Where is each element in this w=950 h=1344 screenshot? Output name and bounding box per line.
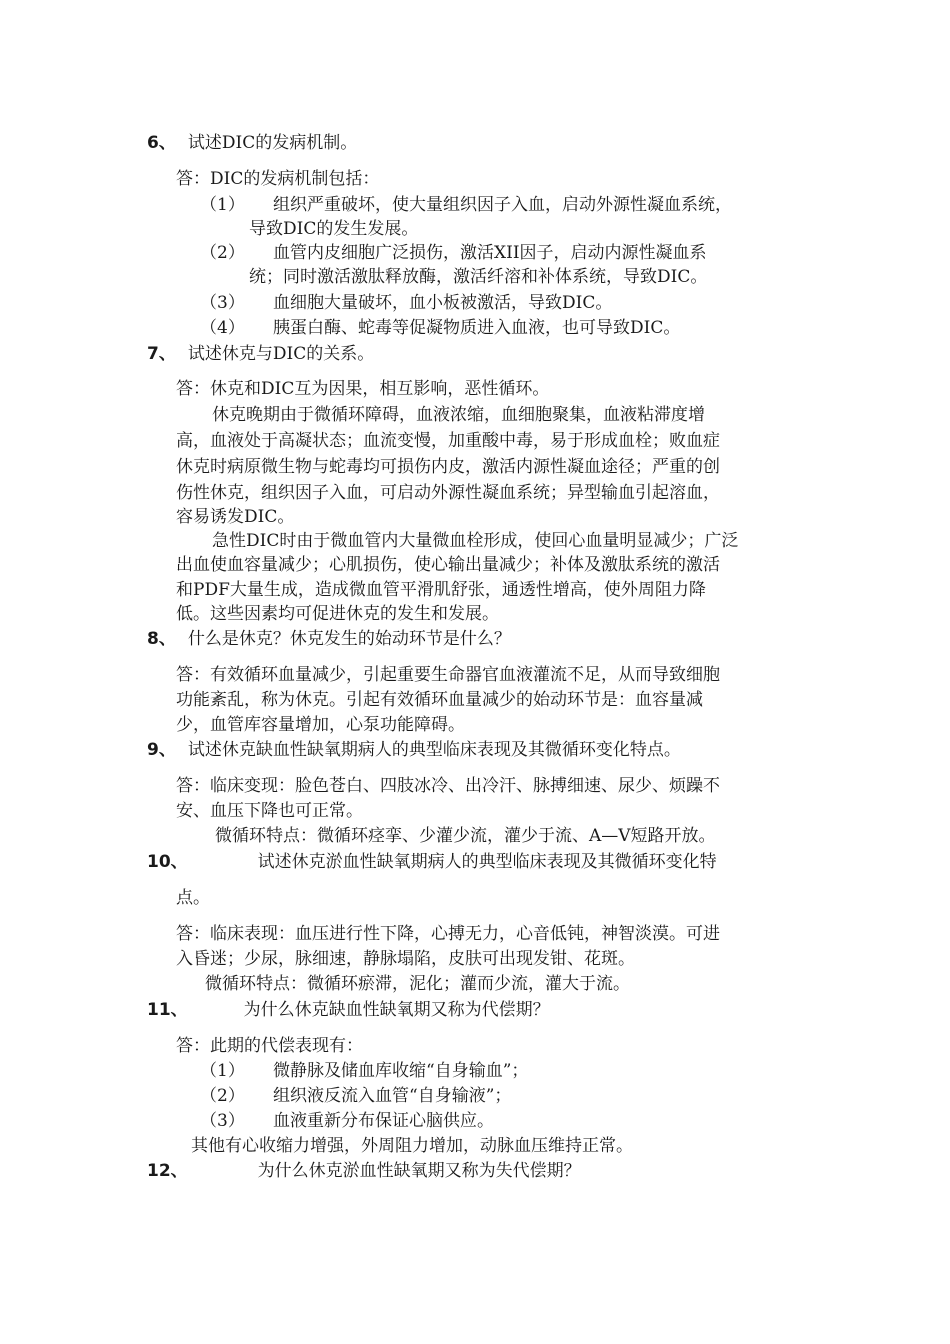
list-item-number: （3） xyxy=(200,1111,245,1131)
question-number: 8、 xyxy=(147,629,176,649)
question-number: 9、 xyxy=(147,740,176,760)
answer-line: 少，血管库容量增加，心泵功能障碍。 xyxy=(176,715,465,735)
answer-line: 微循环特点：微循环瘀滞，泥化；灌而少流，灌大于流。 xyxy=(205,974,630,994)
answer-intro: 答：此期的代偿表现有： xyxy=(176,1036,363,1056)
question-number: 10、 xyxy=(147,852,188,872)
question-10 xyxy=(147,847,717,872)
question-7 xyxy=(147,339,374,364)
answer-line: 其他有心收缩力增强，外周阻力增加，动脉血压维持正常。 xyxy=(191,1136,633,1156)
list-item-number: （4） xyxy=(200,318,245,338)
list-item-text-cont: 导致DIC的发生发展。 xyxy=(249,219,419,239)
question-text: 试述休克缺血性缺氧期病人的典型临床表现及其微循环变化特点。 xyxy=(187,740,681,760)
question-number: 6、 xyxy=(147,133,176,153)
question-12 xyxy=(147,1156,581,1181)
answer-line: 答：有效循环血量减少，引起重要生命器官血液灌流不足，从而导致细胞 xyxy=(176,665,720,685)
question-number: 7、 xyxy=(147,344,176,364)
list-item-number: （1） xyxy=(200,195,245,215)
list-item-text: 微静脉及储血库收缩“自身输血”； xyxy=(273,1061,529,1081)
list-item-text: 胰蛋白酶、蛇毒等促凝物质进入血液，也可导致DIC。 xyxy=(273,318,681,338)
list-item-text: 血细胞大量破坏，血小板被激活，导致DIC。 xyxy=(273,293,613,313)
question-text: 为什么休克淤血性缺氧期又称为失代偿期？ xyxy=(257,1161,581,1181)
answer-line: 容易诱发DIC。 xyxy=(176,507,295,527)
question-text: 试述休克与DIC的关系。 xyxy=(187,344,375,364)
question-number: 12、 xyxy=(147,1161,188,1181)
list-item-text: 组织严重破坏，使大量组织因子入血，启动外源性凝血系统， xyxy=(273,195,732,215)
list-item-text: 血管内皮细胞广泛损伤，激活XII因子，启动内源性凝血系 xyxy=(273,243,707,263)
question-8 xyxy=(147,624,511,649)
list-item-number: （3） xyxy=(200,293,245,313)
question-9 xyxy=(147,735,681,760)
answer-line: 答：休克和DIC互为因果，相互影响，恶性循环。 xyxy=(176,379,550,399)
question-text: 为什么休克缺血性缺氧期又称为代偿期？ xyxy=(243,1000,550,1020)
answer-line: 答：临床变现：脸色苍白、四肢冰冷、出冷汗、脉搏细速、尿少、烦躁不 xyxy=(176,776,720,796)
answer-line: 入昏迷；少尿，脉细速，静脉塌陷，皮肤可出现发钳、花斑。 xyxy=(176,949,635,969)
question-text: 试述DIC的发病机制。 xyxy=(187,133,358,153)
answer-line: 休克时病原微生物与蛇毒均可损伤内皮，激活内源性凝血途径；严重的创 xyxy=(176,457,720,477)
answer-line: 高，血液处于高凝状态；血流变慢，加重酸中毒，易于形成血栓；败血症 xyxy=(176,431,720,451)
question-text: 试述休克淤血性缺氧期病人的典型临床表现及其微循环变化特 xyxy=(257,852,717,872)
question-6 xyxy=(147,128,357,153)
question-text: 什么是休克？休克发生的始动环节是什么？ xyxy=(187,629,511,649)
answer-line: 答：临床表现：血压进行性下降，心搏无力，心音低钝，神智淡漠。可进 xyxy=(176,924,720,944)
answer-line: 伤性休克，组织因子入血，可启动外源性凝血系统；异型输血引起溶血， xyxy=(176,483,720,503)
answer-line: 休克晚期由于微循环障碍，血液浓缩，血细胞聚集，血液粘滞度增 xyxy=(212,405,705,425)
answer-line: 出血使血容量减少；心肌损伤，使心输出量减少；补体及激肽系统的激活 xyxy=(176,555,720,575)
list-item-number: （2） xyxy=(200,1086,245,1106)
answer-line: 微循环特点：微循环痉挛、少灌少流，灌少于流、A—V短路开放。 xyxy=(215,826,716,846)
list-item-text: 组织液反流入血管“自身输液”； xyxy=(273,1086,512,1106)
answer-line: 急性DIC时由于微血管内大量微血栓形成，使回心血量明显减少；广泛 xyxy=(212,531,739,551)
list-item-text: 血液重新分布保证心脑供应。 xyxy=(273,1111,494,1131)
list-item-number: （1） xyxy=(200,1061,245,1081)
answer-intro: 答：DIC的发病机制包括： xyxy=(176,169,380,189)
answer-line: 功能紊乱，称为休克。引起有效循环血量减少的始动环节是：血容量减 xyxy=(176,690,703,710)
answer-line: 低。这些因素均可促进休克的发生和发展。 xyxy=(176,604,499,624)
answer-line: 和PDF大量生成，造成微血管平滑肌舒张，通透性增高，使外周阻力降 xyxy=(176,580,706,600)
list-item-number: （2） xyxy=(200,243,245,263)
question-11 xyxy=(147,995,550,1020)
list-item-text-cont: 统；同时激活激肽释放酶，激活纤溶和补体系统，导致DIC。 xyxy=(249,267,708,287)
answer-line: 安、血压下降也可正常。 xyxy=(176,801,363,821)
question-number: 11、 xyxy=(147,1000,188,1020)
question-text-cont: 点。 xyxy=(176,888,210,908)
